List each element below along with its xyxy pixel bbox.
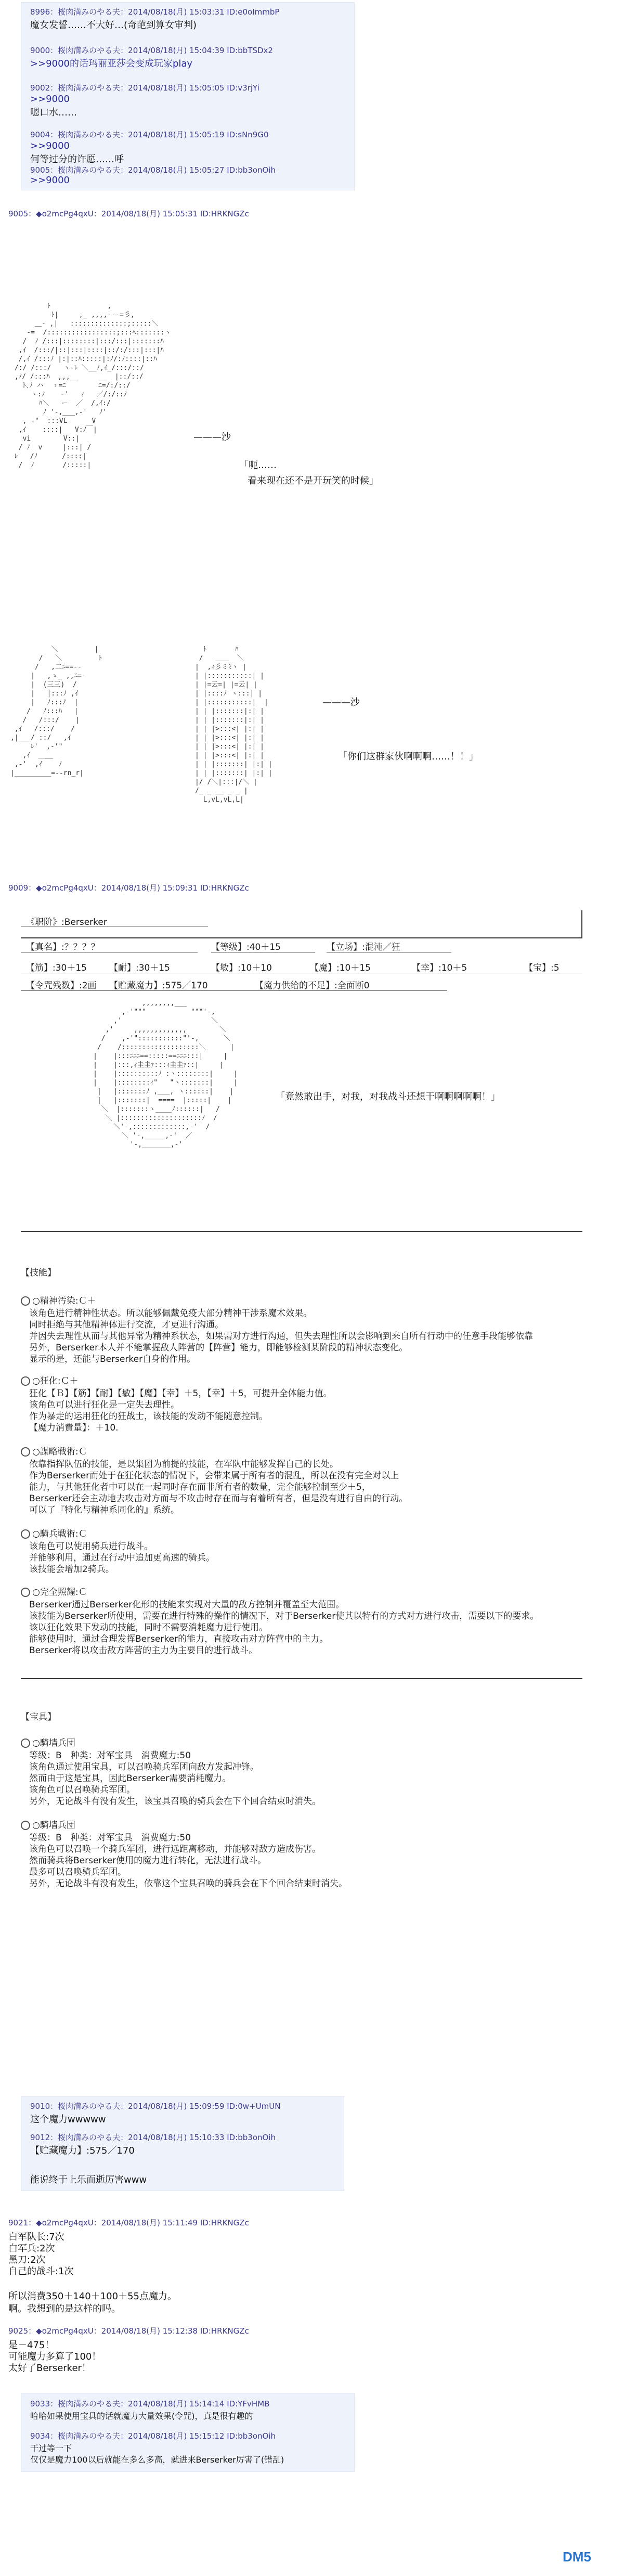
stat-level: 【等级】:40＋15 xyxy=(211,942,281,952)
noble-phantasm-title: 【宝具】 xyxy=(21,1712,56,1722)
post-line: 是－475！ xyxy=(8,2340,55,2351)
reply-header: 9004：桜肉満みのやる夫：2014/08/18(月) 15:05:19 ID:sNn9G0 xyxy=(30,130,269,139)
skill-line: 作为Berserker而处于在狂化状态的情况下，会带来属于所有者的混乱，所以在没有完全对以上 xyxy=(29,1471,399,1481)
noble-phantasm-name: ○騎墙兵団 xyxy=(21,1735,75,1748)
noble-phantasm-line: 然而骑兵将Berserker使用的魔力进行转化，无法进行战斗。 xyxy=(29,1856,267,1866)
reply-text: 能说终于上乐而逝厉害www xyxy=(30,2174,147,2185)
skill-line: 能力，与其他狂化者中可以在一起同时存在而非所有者的数量，完全能够控制至少＋5， xyxy=(29,1482,371,1492)
reply-text: 何等过分的许愿……呼 xyxy=(30,154,124,165)
speech-line: 「竟然敢出手，对我，对我战斗还想干啊啊啊啊啊！」 xyxy=(276,1091,500,1102)
reply-header: 9010：桜肉満みのやる夫：2014/08/18(月) 15:09:59 ID:0w+UmUN xyxy=(30,2102,281,2111)
skill-name: ○騎兵戦術:Ｃ xyxy=(21,1526,87,1539)
noble-phantasm-line: 该角色可以召唤骑兵军团。 xyxy=(29,1785,135,1795)
reply-text: 仅仅是魔力100以后就能在多么多高，就进来Berserker厉害了(错乱) xyxy=(30,2455,284,2465)
skill-line: 同时拒绝与其他精神体进行交流，才更进行沟通。 xyxy=(29,1320,224,1330)
skill-line: Berserker还会主动地去攻击对方而与不攻击时存在而与有着所有者，但是没有进行自由的行动。 xyxy=(29,1493,408,1504)
stat-luck: 【幸】:10＋5 xyxy=(412,963,467,973)
sound-effect: ———沙 xyxy=(322,697,360,708)
skill-line: 该角色进行精神性状态。所以能够佩戴免疫大部分精神干涉系魔术效果。 xyxy=(29,1308,312,1319)
ascii-art-character-2: ＼ | / ＼ ﾄ / ,二ﾆ==-- | ,ゝ_ ,,ﾆ=- | (三三) / | |:::ﾉ ,ｲ | ﾉ:::ﾉ | / ﾉ:::ﾊ | / /:::/ | ,ｲ /:::/ / ,|___/ ::/ ,ｲ ﾚ' ,-'" ,ｲ ＿__ ,-' ,ｲ ﾉ |_________=--rn_r| xyxy=(10,646,102,777)
status-divider xyxy=(21,990,447,991)
reply-header: 9005：桜肉満みのやる夫：2014/08/18(月) 15:05:27 ID:bb3onOih xyxy=(30,165,276,175)
stat-noble-phantasm: 【宝】:5 xyxy=(524,963,560,973)
post-header: 9005：◆o2mcPg4qxU：2014/08/18(月) 15:05:31 ID:HRKNGZc xyxy=(8,209,249,218)
noble-phantasm-name: ○騎墙兵団 xyxy=(21,1818,75,1831)
reply-header: 9000：桜肉満みのやる夫：2014/08/18(月) 15:04:39 ID:bbTSDx2 xyxy=(30,46,273,55)
reply-header: 9034：桜肉満みのやる夫：2014/08/18(月) 15:15:12 ID:bb3onOih xyxy=(30,2431,276,2441)
dm5-watermark: DM5 xyxy=(563,2549,591,2565)
post-header: 9009：◆o2mcPg4qxU：2014/08/18(月) 15:09:31 ID:HRKNGZc xyxy=(8,883,249,893)
stat-agility: 【敏】:10＋10 xyxy=(211,963,272,973)
speech-line: 「呃…… xyxy=(239,460,277,471)
post-header: 9021：◆o2mcPg4qxU：2014/08/18(月) 15:11:49 ID:HRKNGZc xyxy=(8,2218,249,2227)
post-header: 9025：◆o2mcPg4qxU：2014/08/18(月) 15:12:38 ID:HRKNGZc xyxy=(8,2326,249,2336)
reply-text: 嗯口水…… xyxy=(30,107,77,118)
skill-line: 可以了『特化与精神系同化的』系统。 xyxy=(29,1505,179,1515)
post-line: 白军兵:2次 xyxy=(8,2243,55,2254)
post-line: 啊。我想到的是这样的吗。 xyxy=(8,2303,121,2314)
bullet-icon xyxy=(21,1821,30,1830)
bullet-icon xyxy=(21,1447,30,1457)
skill-name: ○精神汚染:Ｃ＋ xyxy=(21,1293,96,1306)
bullet-icon xyxy=(21,1296,30,1306)
skill-line: 狂化【Ｂ】【筋】【耐】【敏】【魔】【幸】＋5，【幸】＋5，可提升全体能力值。 xyxy=(29,1388,332,1399)
skill-line: 另外，Berserker本人并不能掌握敌人阵营的【阵营】能力，即能够检测某阶段的精神状态变化。 xyxy=(29,1343,408,1353)
bullet-icon xyxy=(21,1738,30,1748)
ascii-art-character-1: ﾄ , ﾄ| ,_ ,,,,---=彡, ＿- ,| ::::::::::::::;:::::＼ -= /:::::::::::::::::;:::ﾍ:::::::ヽ / ﾉ /:::|::::::::|:::/:::|:::::::ﾊ ,ｲ /:::/|::|:::|::::|::/:/:::|:::|ﾊ /,ｲ /:::ﾉ |:|::ﾊ:::::|:ﾉ/:ﾉ::::|::ﾊ /:/ /:::/ ヽ-ﾚ ＼__ﾉ,ｲ_/:::/::/ ,ﾉ/ /:::ﾊ ,,,__ __ |::/::/ ﾄ､ﾉ ハ ゝ=ﾆ ﾆ=/:/::/ ヽ:ﾉ ｰ' ｨ ／/:/::ﾉ ﾊ＼ ー ／ /,ｲ:/ ﾉ '-,___,-' ﾉ' , -" :::VL V ,ｲ ::::| V:ﾉ￣| vi V::| / ﾉ v |:::| / ﾚ /ﾉ /::::| / ﾉ /:::::| xyxy=(14,302,172,469)
noble-phantasm-line: 该角色可以召唤一个骑兵军团，进行远距离移动，并能够对敌方造成伤害。 xyxy=(29,1844,321,1854)
post-line: 所以消费350＋140＋100＋55点魔力。 xyxy=(8,2291,177,2302)
reply-text: 魔女发誓……不大好…(奇葩到算女审判) xyxy=(30,20,197,31)
skill-line: 能够使用时，通过合理发挥Berserker的能力，直接攻击对方阵营中的主力。 xyxy=(29,1634,329,1644)
stat-mana-stock: 【贮藏魔力】:575／170 xyxy=(109,981,208,991)
skill-name: ○狂化:Ｃ＋ xyxy=(21,1373,79,1386)
noble-phantasm-line: 等级：B 种类：对军宝具 消费魔力:50 xyxy=(29,1750,191,1761)
stat-command-seals: 【令咒残数】:2画 xyxy=(26,981,97,991)
skill-line: Berserker通过Berserker化形的技能来实现对大量的敌方控制并覆盖至大范围。 xyxy=(29,1600,345,1610)
skill-line: 该角色可以进行狂化是一定失去理性。 xyxy=(29,1400,179,1410)
noble-phantasm-line: 另外，无论战斗有没有发生，该宝具召唤的骑兵会在下个回合结束时消失。 xyxy=(29,1796,321,1807)
noble-phantasm-line: 然而由于这是宝具，因此Berserker需要消耗魔力。 xyxy=(29,1773,231,1784)
post-line: 自己的战斗:1次 xyxy=(8,2266,74,2277)
skill-name: ○完全照耀:Ｃ xyxy=(21,1585,87,1598)
section-divider xyxy=(21,1678,582,1679)
skill-name: ○謀略戦術:Ｃ xyxy=(21,1444,87,1457)
stat-mana-supply: 【魔力供给的不足】:全面断0 xyxy=(255,981,370,991)
reply-header: 8996：桜肉満みのやる夫：2014/08/18(月) 15:03:31 ID:e0oImmbP xyxy=(30,7,280,17)
post-line: 可能魔力多算了100！ xyxy=(8,2351,101,2362)
status-divider xyxy=(21,937,582,938)
noble-phantasm-line: 该角色通过使用宝具，可以召唤骑兵军团向敌方发起冲锋。 xyxy=(29,1762,259,1772)
reply-text: 【贮藏魔力】:575／170 xyxy=(30,2145,135,2156)
class-label: 《职阶》:Berserker xyxy=(26,917,107,928)
reply-text: 干过等一下 xyxy=(30,2443,72,2453)
skill-line: 并因失去理性从而与其他异常为精神系状态，如果需对方进行沟通，但失去理性所以会影响到来自所有行动中的任意手段能够依靠 xyxy=(29,1331,533,1342)
post-line: 太好了Berserker！ xyxy=(8,2363,91,2374)
reply-anchor-link[interactable]: >>9000 xyxy=(30,175,70,186)
stat-magic: 【魔】:10＋15 xyxy=(310,963,371,973)
skill-line: 并能够利用，通过在行动中追加更高速的骑兵。 xyxy=(29,1553,215,1563)
noble-phantasm-line: 最多可以召唤骑兵军团。 xyxy=(29,1867,126,1877)
skill-line: 【魔力消費量】：＋10. xyxy=(29,1423,119,1433)
bullet-icon xyxy=(21,1529,30,1539)
post-line: 白军队长:7次 xyxy=(8,2232,64,2243)
section-divider xyxy=(21,1231,582,1232)
bullet-icon xyxy=(21,1588,30,1597)
reply-anchor-link[interactable]: >>9000 xyxy=(30,140,70,151)
post-line: 黑刀:2次 xyxy=(8,2255,46,2265)
reply-anchor-link[interactable]: >>9000的话玛丽亚莎会变成玩家play xyxy=(30,58,193,69)
skill-line: 显示的是，还能与Berserker自身的作用。 xyxy=(29,1354,196,1364)
skill-line: Berserker将以攻击敌方阵营的主力为主要目的进行战斗。 xyxy=(29,1645,258,1656)
skill-line: 该技能为Berserker所使用，需要在进行特殊的操作的情况下，对于Berserker使其以特有的方式对方进行攻击，需要以下的要求。 xyxy=(29,1611,539,1621)
ascii-art-berserker: ,,,,,,,,___ ,-'""" """'-, ,' ＼ ,' ,,,,,,,,,,,,, ＼ / ,-'":::::::::::"'-, ＼ / /:::::::::::::::::::＼ | | |:::ﾆﾆﾆ==:::::==ﾆﾆﾆ:::| | | |:::,ｨ圭圭ｧ:::ｨ圭圭ｧ::| | | |::::::::::ﾉ :ヽ::::::::| | | |::::::::ｨ" "ヽ:::::::| | | |:::::::ﾉ ,___, ヽ::::::| | | |:::::::| ==== |:::::| | ＼ |:::::::ヽ____ﾉ::::::| / ＼ |::::::::::::::::::::ﾉ / ＼'-,:::::::::::::,-' / ＼ '-,_____,-' ／ '-,_______,-' xyxy=(93,999,238,1149)
speech-line: 看来现在还不是开玩笑的时候」 xyxy=(248,475,379,486)
skills-title: 【技能】 xyxy=(21,1268,56,1278)
status-divider xyxy=(581,910,582,937)
speech-line: 「你们这群家伙啊啊啊……！！」 xyxy=(338,751,478,762)
stat-endurance: 【耐】:30＋15 xyxy=(109,963,170,973)
reply-header: 9002：桜肉満みのやる夫：2014/08/18(月) 15:05:05 ID:v3rjYi xyxy=(30,83,259,93)
noble-phantasm-line: 等级：B 种类：对军宝具 消费魔力:50 xyxy=(29,1833,191,1843)
skill-line: 该技能会增加2骑兵。 xyxy=(29,1564,114,1575)
bullet-icon xyxy=(21,1376,30,1386)
skill-line: 该以狂化效果下发动的技能，同时不需要消耗魔力进行使用。 xyxy=(29,1622,268,1633)
ascii-art-character-3: ﾄ ﾊ / ＿＿ ＼ | ,ｨ彡ミﾐヽ | | |:::::::::::| | | |=云=| |=云| | | |::::ﾉ ヽ:::| | | |:::::::::::| | | | |:::::::|:| | | | |:::::::|:| | | | |>:::<| |:| | | | |>:::<| |:| | | | |>:::<| |:| | | | |>:::<| |:| | | | |:::::::| |:| | | | |:::::::| |:| | |/ /＼|:::|/＼ | /_ _ __ _ _ | L,vL,vL,L| xyxy=(194,646,272,804)
noble-phantasm-line: 另外，无论战斗有没有发生，依靠这个宝具召唤的骑兵会在下个回合结束时消失。 xyxy=(29,1878,347,1889)
skill-line: 依靠指挥队伍的技能，是以集团为前提的技能，在军队中能够发挥自己的长处。 xyxy=(29,1459,339,1470)
sound-effect: ———沙 xyxy=(193,432,231,443)
stat-alignment: 【立场】:混沌／狂 xyxy=(327,942,400,952)
stat-true-name: 【真名】:？？？？ xyxy=(26,942,100,952)
reply-anchor-link[interactable]: >>9000 xyxy=(30,94,70,105)
reply-header: 9033：桜肉満みのやる夫：2014/08/18(月) 15:14:14 ID:YFvHMB xyxy=(30,2399,270,2408)
skill-line: 作为暴走的运用狂化的狂战士，该技能的发动不能随意控制。 xyxy=(29,1411,268,1422)
stat-strength: 【筋】:30＋15 xyxy=(26,963,87,973)
reply-header: 9012：桜肉満みのやる夫：2014/08/18(月) 15:10:33 ID:bb3onOih xyxy=(30,2133,276,2142)
reply-text: 哈哈如果使用宝具的话就魔力大量效果(令咒)，真是很有趣的 xyxy=(30,2411,253,2421)
reply-text: 这个魔力wwwww xyxy=(30,2114,106,2125)
skill-line: 该角色可以使用骑兵进行战斗。 xyxy=(29,1541,153,1552)
